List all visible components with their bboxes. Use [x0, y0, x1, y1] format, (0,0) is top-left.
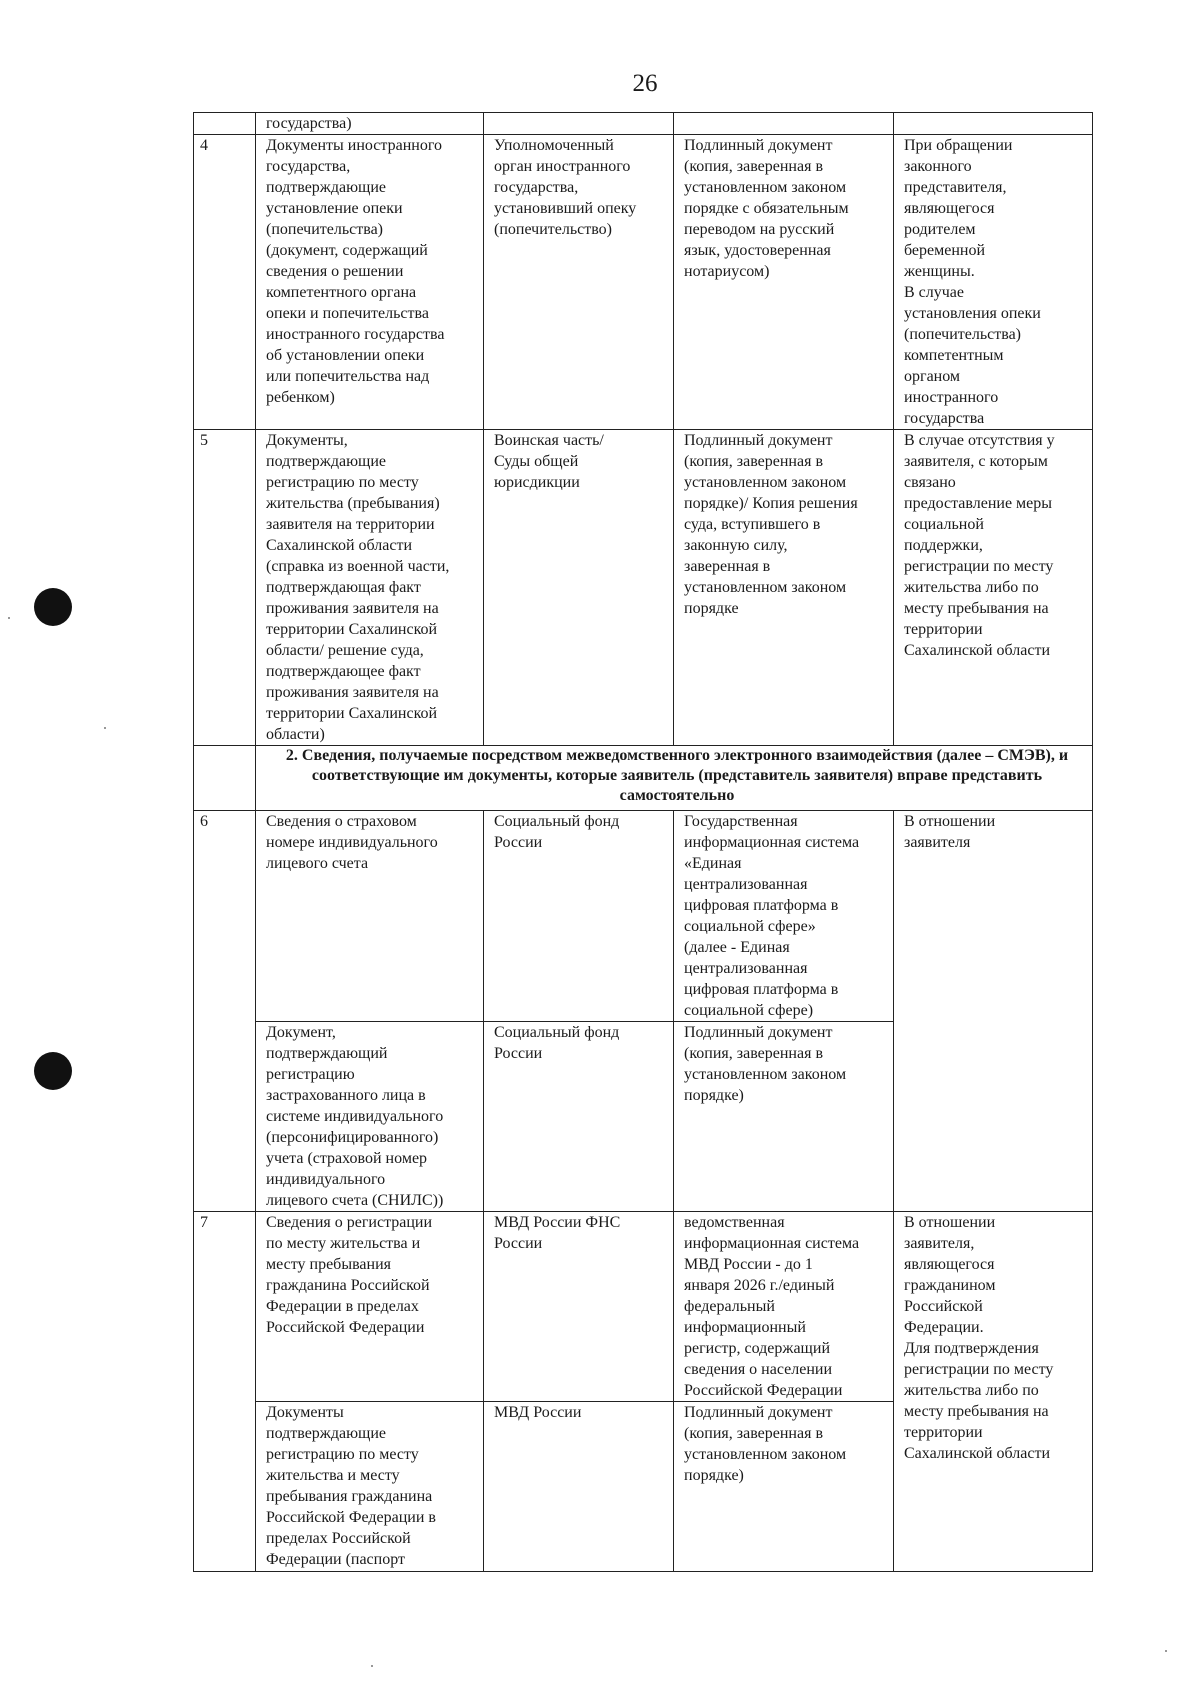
scan-speck — [1165, 1650, 1167, 1652]
row-number-cell — [194, 113, 256, 135]
source-cell: Социальный фонд России — [484, 1022, 674, 1212]
table-row — [194, 811, 1093, 1022]
document-form-cell: ведомственная информационная система МВД России - до 1 января 2026 г./единый федеральный информационный регистр, содержащий сведения о населении Российской Федерации — [674, 1212, 894, 1402]
condition-cell: При обращении законного представителя, являющегося родителем беременной женщины. В случае установления опеки (попечительства) компетентным органом иностранного государства — [894, 135, 1093, 430]
condition-cell: В отношении заявителя, являющегося гражданином Российской Федерации. Для подтверждения регистрации по месту жительства либо по месту пребывания на территории Сахалинской области — [894, 1212, 1093, 1572]
source-cell: МВД России — [484, 1402, 674, 1572]
row-number-cell: 5 — [194, 430, 256, 746]
documents-table — [193, 112, 1093, 1572]
scan-speck — [104, 727, 106, 729]
section-heading: 2. Сведения, получаемые посредством межведомственного электронного взаимодействия (далее – СМЭВ), и соответствующие им документы, которые заявитель (представитель заявителя) вправе представить самостоятельно — [256, 746, 1093, 811]
document-cell: Документы подтверждающие регистрацию по месту жительства и месту пребывания гражданина Российской Федерации в пределах Российской Федерации (паспорт — [256, 1402, 484, 1572]
source-cell — [484, 113, 674, 135]
document-cell: Документы иностранного государства, подтверждающие установление опеки (попечительства) (документ, содержащий сведения о решении компетентного органа опеки и попечительства иностранного государства об установлении опеки или попечительства над ребенком) — [256, 135, 484, 430]
table-row — [194, 1212, 1093, 1402]
punch-hole-mark — [34, 1052, 72, 1090]
scan-speck — [8, 617, 10, 619]
section-heading-row — [194, 746, 1093, 811]
source-cell: Социальный фонд России — [484, 811, 674, 1022]
document-cell: Сведения о страховом номере индивидуального лицевого счета — [256, 811, 484, 1022]
document-form-cell: Государственная информационная система «Единая централизованная цифровая платформа в социальной сфере» (далее - Единая централизованная цифровая платформа в социальной сфере) — [674, 811, 894, 1022]
document-form-cell: Подлинный документ (копия, заверенная в установленном законом порядке с обязательным переводом на русский язык, удостоверенная нотариусом) — [674, 135, 894, 430]
row-number-cell: 6 — [194, 811, 256, 1212]
source-cell: МВД России ФНС России — [484, 1212, 674, 1402]
condition-cell — [894, 113, 1093, 135]
document-cell: Документ, подтверждающий регистрацию застрахованного лица в системе индивидуального (персонифицированного) учета (страховой номер индивидуального лицевого счета (СНИЛС)) — [256, 1022, 484, 1212]
document-cell: Сведения о регистрации по месту жительства и месту пребывания гражданина Российской Федерации в пределах Российской Федерации — [256, 1212, 484, 1402]
scan-speck — [371, 1665, 373, 1667]
source-cell: Уполномоченный орган иностранного государства, установивший опеку (попечительство) — [484, 135, 674, 430]
row-number-cell: 7 — [194, 1212, 256, 1572]
document-form-cell: Подлинный документ (копия, заверенная в установленном законом порядке) — [674, 1402, 894, 1572]
document-form-cell — [674, 113, 894, 135]
source-cell: Воинская часть/ Суды общей юрисдикции — [484, 430, 674, 746]
table-row — [194, 135, 1093, 430]
row-number-cell — [194, 746, 256, 811]
condition-cell: В отношении заявителя — [894, 811, 1093, 1212]
document-cell: Документы, подтверждающие регистрацию по месту жительства (пребывания) заявителя на территории Сахалинской области (справка из военной части, подтверждающая факт проживания заявителя на территории Сахалинской области/ решение суда, подтверждающее факт проживания заявителя на территории Сахалинской области) — [256, 430, 484, 746]
document-cell: государства) — [256, 113, 484, 135]
table-row — [194, 113, 1093, 135]
document-form-cell: Подлинный документ (копия, заверенная в установленном законом порядке) — [674, 1022, 894, 1212]
punch-hole-mark — [34, 588, 72, 626]
table-row — [194, 430, 1093, 746]
document-form-cell: Подлинный документ (копия, заверенная в установленном законом порядке)/ Копия решения суда, вступившего в законную силу, заверенная в установленном законом порядке — [674, 430, 894, 746]
row-number-cell: 4 — [194, 135, 256, 430]
condition-cell: В случае отсутствия у заявителя, с которым связано предоставление меры социальной поддержки, регистрации по месту жительства либо по месту пребывания на территории Сахалинской области — [894, 430, 1093, 746]
page-number: 26 — [632, 70, 658, 97]
